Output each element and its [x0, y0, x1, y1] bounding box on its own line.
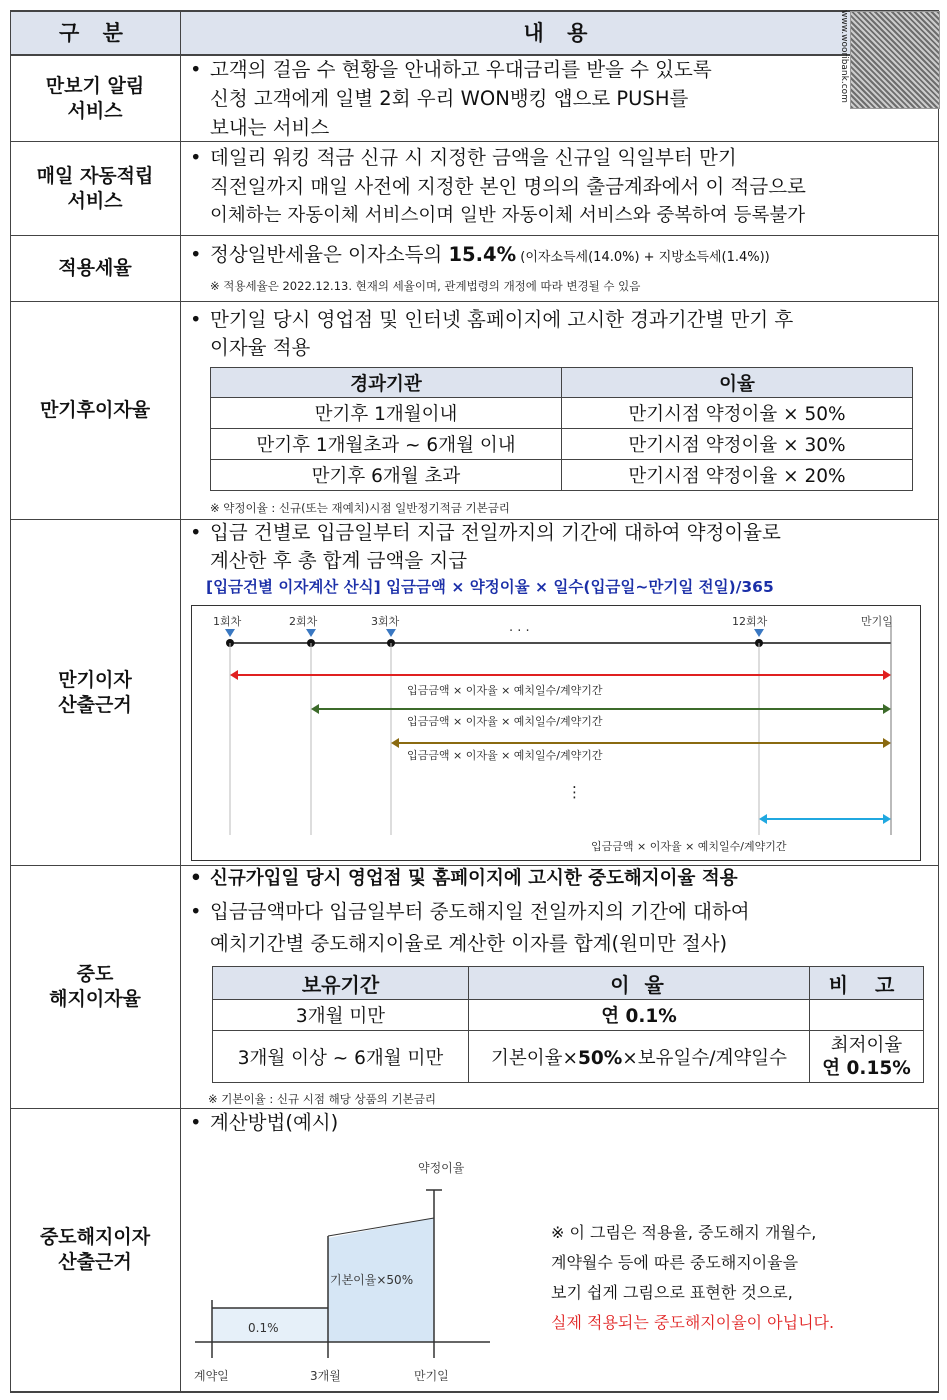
qr-brand-text: www.wooribank.com: [839, 10, 849, 103]
grid-line: [10, 10, 939, 12]
early-termination-note: ※ 기본이율 : 신규 시점 해당 상품의 기본금리: [208, 1092, 436, 1106]
early-calc-text: • 계산방법(예시): [210, 1108, 338, 1137]
post-maturity-table: [210, 367, 913, 491]
row-label-early-calc: 중도해지이자 산출근거: [39, 1226, 151, 1273]
table-cell: [810, 1000, 924, 1031]
ellipsis-horizontal: · · ·: [509, 624, 530, 639]
pedometer-text-1: • 고객의 걸음 수 현황을 안내하고 우대금리를 받을 수 있도록: [210, 55, 712, 84]
table-cell: 만기시점 약정이율 × 20%: [562, 460, 913, 491]
marker-label-2: 2회차: [289, 615, 318, 628]
table-cell: 기본이율×50%×보유일수/계약일수: [469, 1031, 810, 1083]
early-termination-bullet-2: • 입금금액마다 입금일부터 중도해지일 전일까지의 기간에 대하여: [210, 897, 750, 926]
maturity-timeline-diagram: [191, 605, 921, 861]
col-header: 경과기관: [211, 368, 562, 398]
autosave-text-3: 이체하는 자동이체 서비스이며 일반 자동이체 서비스와 중복하여 등록불가: [210, 205, 806, 226]
marker-label-3: 3회차: [371, 615, 400, 628]
marker-label-12: 12회차: [732, 615, 768, 628]
row-label-autosave: 매일 자동적립 서비스: [36, 164, 154, 212]
table-cell: 3개월 이상 ~ 6개월 미만: [213, 1031, 469, 1083]
graph-note-3: 보기 쉽게 그림으로 표현한 것으로,: [551, 1283, 793, 1302]
graph-note-2: 계약월수 등에 따른 중도해지이율을: [551, 1253, 799, 1272]
ellipsis-vertical: ⋮: [567, 783, 582, 801]
grid-line: [180, 10, 181, 1393]
early-termination-bullet-1: • 신규가입일 당시 영업점 및 홈페이지에 고시한 중도해지이율 적용: [210, 864, 738, 893]
table-cell: 만기후 6개월 초과: [211, 460, 562, 491]
maturity-interest-text-1: • 입금 건별로 입금일부터 지급 전일까지의 기간에 대하여 약정이율로: [210, 518, 781, 547]
row-label-post-maturity: 만기후이자율: [39, 399, 151, 421]
row-label-maturity-interest: 만기이자 산출근거: [58, 668, 132, 716]
marker-label-maturity: 만기일: [861, 615, 893, 628]
tax-note: ※ 적용세율은 2022.12.13. 현재의 세율이며, 관계법령의 개정에 따라 변경될 수 있음: [210, 279, 641, 293]
header-col1: 구 분: [10, 10, 180, 54]
autosave-text-2: 직전일까지 매일 사전에 지정한 본인 명의의 출금계좌에서 이 적금으로: [210, 175, 806, 198]
autosave-text-1: • 데일리 워킹 적금 신규 시 지정한 금액을 신규일 익일부터 만기: [210, 143, 737, 172]
qr-code-icon[interactable]: [850, 11, 940, 109]
table-cell: 만기후 1개월초과 ~ 6개월 이내: [211, 429, 562, 460]
col-header: 비 고: [810, 967, 924, 1000]
col-header: 보유기간: [213, 967, 469, 1000]
row-label-pedometer: 만보기 알림 서비스: [45, 74, 145, 122]
table-cell: 3개월 미만: [213, 1000, 469, 1031]
col-header: 이 율: [469, 967, 810, 1000]
col-header: 이율: [562, 368, 913, 398]
row-label-early-termination: 중도 해지이자율: [49, 963, 141, 1010]
header-col2: 내 용: [181, 10, 938, 54]
table-cell: 연 0.1%: [469, 1000, 810, 1031]
graph-x-label-start: 계약일: [194, 1369, 229, 1383]
table-cell: 만기시점 약정이율 × 30%: [562, 429, 913, 460]
grid-line: [10, 1391, 939, 1393]
marker-label-1: 1회차: [213, 615, 242, 628]
tax-text: • 정상일반세율은 이자소득의 15.4% (이자소득세(14.0%) + 지방소득세(1.4%)): [210, 240, 770, 272]
graph-x-label-3m: 3개월: [310, 1369, 341, 1383]
table-cell: 만기후 1개월이내: [211, 398, 562, 429]
arrow-label-1: 입금금액 × 이자율 × 예치일수/계약기간: [407, 684, 603, 697]
arrow-label-2: 입금금액 × 이자율 × 예치일수/계약기간: [407, 715, 603, 728]
post-maturity-text-2: 이자율 적용: [210, 336, 311, 359]
pedometer-text-3: 보내는 서비스: [210, 116, 330, 139]
early-termination-text-2: 예치기간별 중도해지이율로 계산한 이자를 합계(원미만 절사): [210, 932, 728, 955]
graph-note-warning: 실제 적용되는 중도해지이율이 아닙니다.: [551, 1313, 835, 1332]
post-maturity-text-1: • 만기일 당시 영업점 및 인터넷 홈페이지에 고시한 경과기간별 만기 후: [210, 305, 793, 334]
row-label-tax: 적용세율: [58, 257, 132, 279]
arrow-label-3: 입금금액 × 이자율 × 예치일수/계약기간: [407, 749, 603, 762]
tax-rate: 15.4%: [448, 243, 517, 266]
maturity-interest-text-2: 계산한 후 총 합계 금액을 지급: [210, 549, 468, 572]
table-cell: 만기시점 약정이율 × 50%: [562, 398, 913, 429]
graph-mid-label: 기본이율×50%: [330, 1273, 414, 1287]
table-cell: 최저이율 연 0.15%: [810, 1031, 924, 1083]
graph-top-label: 약정이율: [418, 1161, 465, 1175]
graph-low-label: 0.1%: [248, 1321, 279, 1335]
post-maturity-note: ※ 약정이율 : 신규(또는 재예치)시점 일반정기적금 기본금리: [210, 501, 510, 515]
early-termination-table: [212, 966, 924, 1083]
arrow-label-12: 입금금액 × 이자율 × 예치일수/계약기간: [591, 840, 787, 853]
pedometer-text-2: 신청 고객에게 일별 2회 우리 WON뱅킹 앱으로 PUSH를: [210, 87, 689, 110]
graph-x-label-maturity: 만기일: [414, 1369, 449, 1383]
grid-line: [938, 10, 939, 1393]
early-termination-graph: [190, 1150, 500, 1388]
graph-note-1: ※ 이 그림은 적용율, 중도해지 개월수,: [551, 1223, 817, 1242]
interest-formula: [입금건별 이자계산 산식] 입금금액 × 약정이율 × 일수(입금일~만기일 전일)/365: [206, 578, 774, 596]
